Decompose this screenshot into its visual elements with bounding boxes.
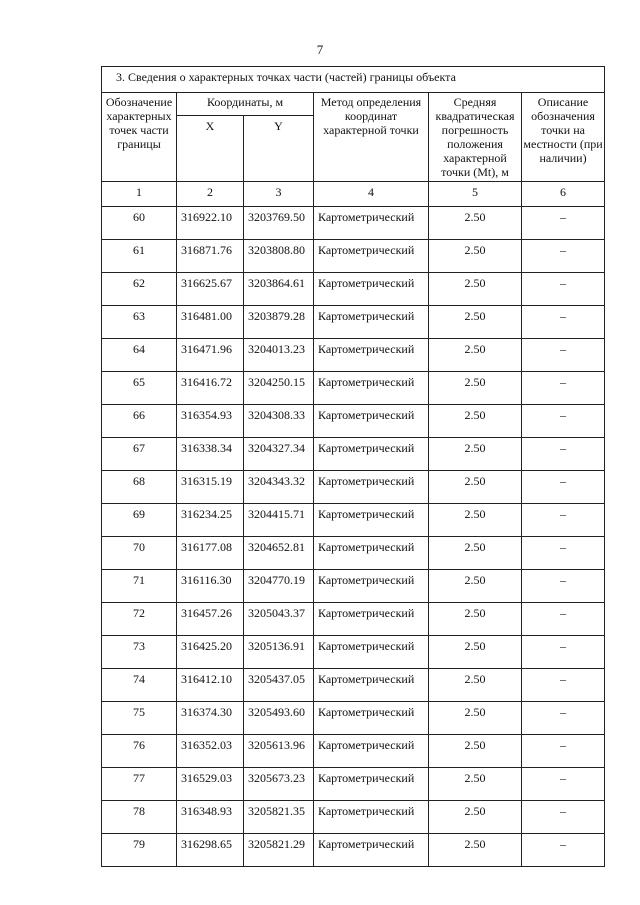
table-row <box>102 504 605 537</box>
description-cell: – <box>522 306 605 339</box>
method-cell: Картометрический <box>314 273 429 306</box>
header-coordinates: Координаты, м <box>177 93 314 116</box>
column-number: 3 <box>244 182 314 207</box>
description-cell: – <box>522 801 605 834</box>
point-id-cell: 75 <box>102 702 177 735</box>
description-cell: – <box>522 669 605 702</box>
y-coordinate-cell: 3203879.28 <box>244 306 314 339</box>
header-description: Описание обозначения точки на местности (при наличии) <box>522 93 605 182</box>
header-x: X <box>177 116 244 182</box>
x-coordinate-cell: 316412.10 <box>177 669 244 702</box>
x-coordinate-cell: 316177.08 <box>177 537 244 570</box>
accuracy-cell: 2.50 <box>429 471 522 504</box>
y-coordinate-cell: 3205043.37 <box>244 603 314 636</box>
page-number: 7 <box>316 42 324 57</box>
accuracy-cell: 2.50 <box>429 438 522 471</box>
method-cell: Картометрический <box>314 405 429 438</box>
table-row <box>102 735 605 768</box>
accuracy-cell: 2.50 <box>429 702 522 735</box>
point-id-cell: 62 <box>102 273 177 306</box>
description-cell: – <box>522 537 605 570</box>
y-coordinate-cell: 3205673.23 <box>244 768 314 801</box>
point-id-cell: 79 <box>102 834 177 867</box>
method-cell: Картометрический <box>314 702 429 735</box>
x-coordinate-cell: 316354.93 <box>177 405 244 438</box>
table-row <box>102 603 605 636</box>
y-coordinate-cell: 3205821.35 <box>244 801 314 834</box>
x-coordinate-cell: 316348.93 <box>177 801 244 834</box>
x-coordinate-cell: 316871.76 <box>177 240 244 273</box>
table-row <box>102 207 605 240</box>
x-coordinate-cell: 316481.00 <box>177 306 244 339</box>
point-id-cell: 63 <box>102 306 177 339</box>
accuracy-cell: 2.50 <box>429 306 522 339</box>
y-coordinate-cell: 3204770.19 <box>244 570 314 603</box>
point-id-cell: 65 <box>102 372 177 405</box>
y-coordinate-cell: 3204308.33 <box>244 405 314 438</box>
point-id-cell: 64 <box>102 339 177 372</box>
table-row <box>102 702 605 735</box>
method-cell: Картометрический <box>314 801 429 834</box>
description-cell: – <box>522 603 605 636</box>
description-cell: – <box>522 834 605 867</box>
method-cell: Картометрический <box>314 537 429 570</box>
x-coordinate-cell: 316352.03 <box>177 735 244 768</box>
description-cell: – <box>522 702 605 735</box>
y-coordinate-cell: 3204415.71 <box>244 504 314 537</box>
table-row <box>102 339 605 372</box>
accuracy-cell: 2.50 <box>429 735 522 768</box>
accuracy-cell: 2.50 <box>429 240 522 273</box>
table-row <box>102 801 605 834</box>
table-row <box>102 273 605 306</box>
accuracy-cell: 2.50 <box>429 273 522 306</box>
description-cell: – <box>522 372 605 405</box>
point-id-cell: 61 <box>102 240 177 273</box>
x-coordinate-cell: 316529.03 <box>177 768 244 801</box>
description-cell: – <box>522 405 605 438</box>
point-id-cell: 67 <box>102 438 177 471</box>
y-coordinate-cell: 3205493.60 <box>244 702 314 735</box>
table-row <box>102 636 605 669</box>
table-row <box>102 438 605 471</box>
table-row <box>102 669 605 702</box>
x-coordinate-cell: 316338.34 <box>177 438 244 471</box>
method-cell: Картометрический <box>314 636 429 669</box>
header-accuracy: Средняя квадратическая погрешность положения характерной точки (Mt), м <box>429 93 522 182</box>
accuracy-cell: 2.50 <box>429 570 522 603</box>
method-cell: Картометрический <box>314 306 429 339</box>
point-id-cell: 77 <box>102 768 177 801</box>
method-cell: Картометрический <box>314 504 429 537</box>
column-number: 5 <box>429 182 522 207</box>
accuracy-cell: 2.50 <box>429 207 522 240</box>
header-method: Метод определения координат характерной точки <box>314 93 429 182</box>
y-coordinate-cell: 3204250.15 <box>244 372 314 405</box>
description-cell: – <box>522 273 605 306</box>
x-coordinate-cell: 316374.30 <box>177 702 244 735</box>
point-id-cell: 60 <box>102 207 177 240</box>
description-cell: – <box>522 504 605 537</box>
table-row <box>102 240 605 273</box>
column-number: 4 <box>314 182 429 207</box>
table-row <box>102 372 605 405</box>
point-id-cell: 70 <box>102 537 177 570</box>
description-cell: – <box>522 735 605 768</box>
points-table <box>101 66 605 867</box>
y-coordinate-cell: 3203808.80 <box>244 240 314 273</box>
x-coordinate-cell: 316425.20 <box>177 636 244 669</box>
accuracy-cell: 2.50 <box>429 603 522 636</box>
description-cell: – <box>522 768 605 801</box>
table-row <box>102 768 605 801</box>
accuracy-cell: 2.50 <box>429 504 522 537</box>
y-coordinate-cell: 3205437.05 <box>244 669 314 702</box>
table-row <box>102 537 605 570</box>
description-cell: – <box>522 240 605 273</box>
x-coordinate-cell: 316471.96 <box>177 339 244 372</box>
accuracy-cell: 2.50 <box>429 339 522 372</box>
section-title: 3. Сведения о характерных точках части (частей) границы объекта <box>102 67 605 93</box>
method-cell: Картометрический <box>314 471 429 504</box>
y-coordinate-cell: 3204652.81 <box>244 537 314 570</box>
x-coordinate-cell: 316416.72 <box>177 372 244 405</box>
method-cell: Картометрический <box>314 669 429 702</box>
accuracy-cell: 2.50 <box>429 801 522 834</box>
accuracy-cell: 2.50 <box>429 768 522 801</box>
method-cell: Картометрический <box>314 570 429 603</box>
method-cell: Картометрический <box>314 603 429 636</box>
table-row <box>102 471 605 504</box>
description-cell: – <box>522 471 605 504</box>
y-coordinate-cell: 3203864.61 <box>244 273 314 306</box>
y-coordinate-cell: 3204013.23 <box>244 339 314 372</box>
point-id-cell: 71 <box>102 570 177 603</box>
table-row <box>102 570 605 603</box>
y-coordinate-cell: 3205821.29 <box>244 834 314 867</box>
point-id-cell: 68 <box>102 471 177 504</box>
method-cell: Картометрический <box>314 834 429 867</box>
header-designation: Обозначение характерных точек части границы <box>102 93 177 182</box>
x-coordinate-cell: 316625.67 <box>177 273 244 306</box>
x-coordinate-cell: 316922.10 <box>177 207 244 240</box>
accuracy-cell: 2.50 <box>429 669 522 702</box>
point-id-cell: 69 <box>102 504 177 537</box>
x-coordinate-cell: 316116.30 <box>177 570 244 603</box>
description-cell: – <box>522 636 605 669</box>
table-row <box>102 834 605 867</box>
point-id-cell: 73 <box>102 636 177 669</box>
accuracy-cell: 2.50 <box>429 834 522 867</box>
description-cell: – <box>522 570 605 603</box>
point-id-cell: 72 <box>102 603 177 636</box>
method-cell: Картометрический <box>314 438 429 471</box>
column-number: 2 <box>177 182 244 207</box>
x-coordinate-cell: 316298.65 <box>177 834 244 867</box>
point-id-cell: 74 <box>102 669 177 702</box>
description-cell: – <box>522 339 605 372</box>
accuracy-cell: 2.50 <box>429 372 522 405</box>
y-coordinate-cell: 3205613.96 <box>244 735 314 768</box>
method-cell: Картометрический <box>314 240 429 273</box>
description-cell: – <box>522 438 605 471</box>
accuracy-cell: 2.50 <box>429 636 522 669</box>
x-coordinate-cell: 316457.26 <box>177 603 244 636</box>
table-row <box>102 405 605 438</box>
y-coordinate-cell: 3204327.34 <box>244 438 314 471</box>
point-id-cell: 76 <box>102 735 177 768</box>
description-cell: – <box>522 207 605 240</box>
method-cell: Картометрический <box>314 207 429 240</box>
accuracy-cell: 2.50 <box>429 405 522 438</box>
x-coordinate-cell: 316315.19 <box>177 471 244 504</box>
header-y: Y <box>244 116 314 182</box>
column-number: 6 <box>522 182 605 207</box>
y-coordinate-cell: 3204343.32 <box>244 471 314 504</box>
method-cell: Картометрический <box>314 339 429 372</box>
method-cell: Картометрический <box>314 768 429 801</box>
y-coordinate-cell: 3205136.91 <box>244 636 314 669</box>
column-number: 1 <box>102 182 177 207</box>
method-cell: Картометрический <box>314 735 429 768</box>
accuracy-cell: 2.50 <box>429 537 522 570</box>
point-id-cell: 78 <box>102 801 177 834</box>
point-id-cell: 66 <box>102 405 177 438</box>
y-coordinate-cell: 3203769.50 <box>244 207 314 240</box>
method-cell: Картометрический <box>314 372 429 405</box>
table-row <box>102 306 605 339</box>
x-coordinate-cell: 316234.25 <box>177 504 244 537</box>
